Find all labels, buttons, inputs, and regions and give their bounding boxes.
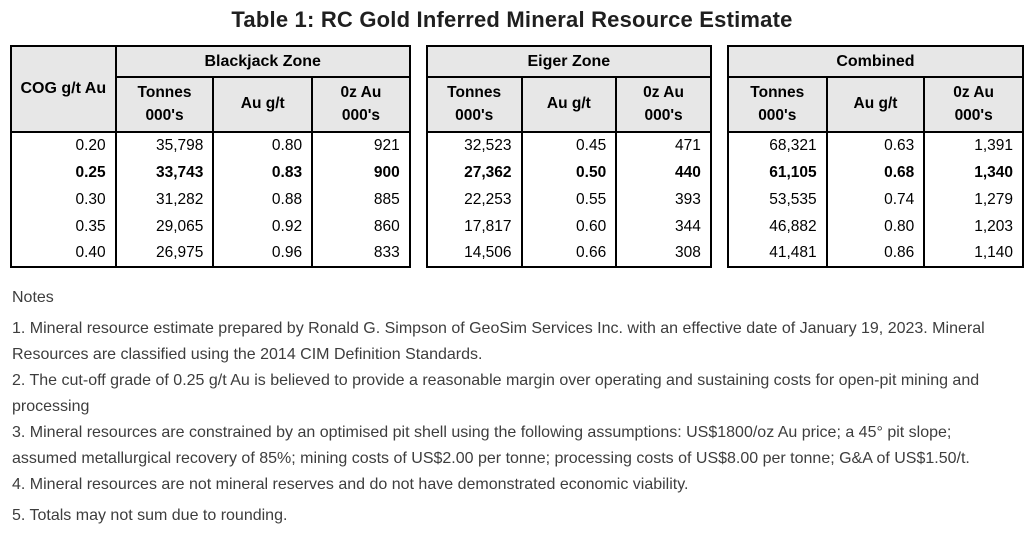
- oz-cell: 1,391: [924, 132, 1023, 159]
- tonnes-cell: 27,362: [427, 159, 522, 186]
- tonnes-cell: 61,105: [728, 159, 827, 186]
- note-item-1: 1. Mineral resource estimate prepared by Ronald G. Simpson of GeoSim Services Inc. with an effective date of January 19, 2023. Mineral Resources are classified using the 2014 CIM Definition Standards.: [12, 320, 985, 363]
- tonnes-cell: 14,506: [427, 240, 522, 267]
- oz-cell: 900: [312, 159, 410, 186]
- grade-cell: 0.86: [827, 240, 925, 267]
- oz-cell: 885: [312, 186, 410, 213]
- tonnes-header-line2: 000's: [145, 106, 184, 124]
- note-item-4: 4. Mineral resources are not mineral reserves and do not have demonstrated economic viability.: [12, 476, 689, 493]
- cog-cell: 0.30: [11, 186, 116, 213]
- table-row: [427, 186, 711, 213]
- tonnes-header-line1: Tonnes: [447, 84, 502, 102]
- oz-cell: 471: [616, 132, 711, 159]
- tonnes-cell: 68,321: [728, 132, 827, 159]
- resource-tables: [10, 45, 1024, 268]
- cog-cell: 0.25: [11, 159, 116, 186]
- table-row: [728, 186, 1023, 213]
- tonnes-cell: 22,253: [427, 186, 522, 213]
- oz-cell: 393: [616, 186, 711, 213]
- oz-cell: 1,140: [924, 240, 1023, 267]
- oz-column-header: [312, 77, 410, 132]
- oz-header-line1: 0z Au: [643, 84, 684, 102]
- table-row: [728, 213, 1023, 240]
- notes-section: [12, 285, 1006, 529]
- tonnes-cell: 33,743: [116, 159, 214, 186]
- tonnes-cell: 32,523: [427, 132, 522, 159]
- tonnes-cell: 26,975: [116, 240, 214, 267]
- oz-cell: 1,340: [924, 159, 1023, 186]
- table-row: [728, 240, 1023, 267]
- tonnes-cell: 31,282: [116, 186, 214, 213]
- oz-cell: 440: [616, 159, 711, 186]
- grade-cell: 0.92: [213, 213, 312, 240]
- grade-column-header: Au g/t: [213, 77, 312, 132]
- tonnes-cell: 41,481: [728, 240, 827, 267]
- grade-cell: 0.80: [827, 213, 925, 240]
- tonnes-header-line2: 000's: [758, 106, 797, 124]
- oz-header-line2: 000's: [954, 106, 993, 124]
- table-row-highlighted: [427, 159, 711, 186]
- oz-header-line2: 000's: [644, 106, 683, 124]
- table-row: [11, 186, 410, 213]
- table-row: [427, 240, 711, 267]
- table-title: Table 1: RC Gold Inferred Mineral Resource Estimate: [231, 7, 793, 32]
- grade-cell: 0.60: [522, 213, 617, 240]
- table-row: [11, 213, 410, 240]
- oz-cell: 1,203: [924, 213, 1023, 240]
- cog-cell: 0.40: [11, 240, 116, 267]
- table-row: [728, 132, 1023, 159]
- tonnes-cell: 29,065: [116, 213, 214, 240]
- grade-cell: 0.88: [213, 186, 312, 213]
- grade-cell: 0.68: [827, 159, 925, 186]
- grade-cell: 0.55: [522, 186, 617, 213]
- oz-cell: 308: [616, 240, 711, 267]
- table-row-highlighted: [728, 159, 1023, 186]
- note-item-3: 3. Mineral resources are constrained by an optimised pit shell using the following assumptions: US$1800/oz Au price; a 45° pit slope; assumed metallurgical recovery of 85%; mining costs of US$2.00 per tonne; processing costs of US$8.00 per tonne; G&A of US$1.50/t.: [12, 424, 970, 467]
- table-row-highlighted: [11, 159, 410, 186]
- tonnes-column-header: [728, 77, 827, 132]
- grade-cell: 0.74: [827, 186, 925, 213]
- notes-heading: Notes: [12, 289, 54, 306]
- oz-header-line1: 0z Au: [953, 84, 995, 102]
- oz-header-line1: 0z Au: [340, 84, 382, 102]
- blackjack-table: [10, 45, 411, 268]
- grade-cell: 0.80: [213, 132, 312, 159]
- blackjack-zone-header: Blackjack Zone: [116, 46, 410, 77]
- tonnes-cell: 17,817: [427, 213, 522, 240]
- tonnes-header-line1: Tonnes: [750, 84, 805, 102]
- oz-cell: 344: [616, 213, 711, 240]
- eiger-zone-header: Eiger Zone: [427, 46, 711, 77]
- grade-cell: 0.63: [827, 132, 925, 159]
- eiger-table: [426, 45, 712, 268]
- tonnes-cell: 35,798: [116, 132, 214, 159]
- oz-cell: 860: [312, 213, 410, 240]
- oz-header-line2: 000's: [341, 106, 381, 124]
- tonnes-cell: 53,535: [728, 186, 827, 213]
- grade-cell: 0.66: [522, 240, 617, 267]
- table-row: [427, 132, 711, 159]
- cog-cell: 0.35: [11, 213, 116, 240]
- tonnes-column-header: [427, 77, 522, 132]
- cog-header: COG g/t Au: [11, 46, 116, 132]
- grade-cell: 0.83: [213, 159, 312, 186]
- tonnes-column-header: [116, 77, 214, 132]
- grade-column-header: Au g/t: [522, 77, 617, 132]
- table-row: [427, 213, 711, 240]
- grade-cell: 0.50: [522, 159, 617, 186]
- combined-zone-header: Combined: [728, 46, 1023, 77]
- oz-cell: 1,279: [924, 186, 1023, 213]
- grade-cell: 0.45: [522, 132, 617, 159]
- table-row: [11, 132, 410, 159]
- tonnes-cell: 46,882: [728, 213, 827, 240]
- oz-cell: 833: [312, 240, 410, 267]
- note-item-5: 5. Totals may not sum due to rounding.: [12, 507, 288, 524]
- oz-cell: 921: [312, 132, 410, 159]
- tonnes-header-line2: 000's: [455, 106, 494, 124]
- note-item-2: 2. The cut-off grade of 0.25 g/t Au is believed to provide a reasonable margin over operating and sustaining costs for open-pit mining and processing: [12, 372, 980, 415]
- tonnes-header-line1: Tonnes: [137, 84, 192, 102]
- oz-column-header: [616, 77, 711, 132]
- cog-cell: 0.20: [11, 132, 116, 159]
- combined-table: [727, 45, 1024, 268]
- grade-cell: 0.96: [213, 240, 312, 267]
- grade-column-header: Au g/t: [827, 77, 925, 132]
- oz-column-header: [924, 77, 1023, 132]
- table-row: [11, 240, 410, 267]
